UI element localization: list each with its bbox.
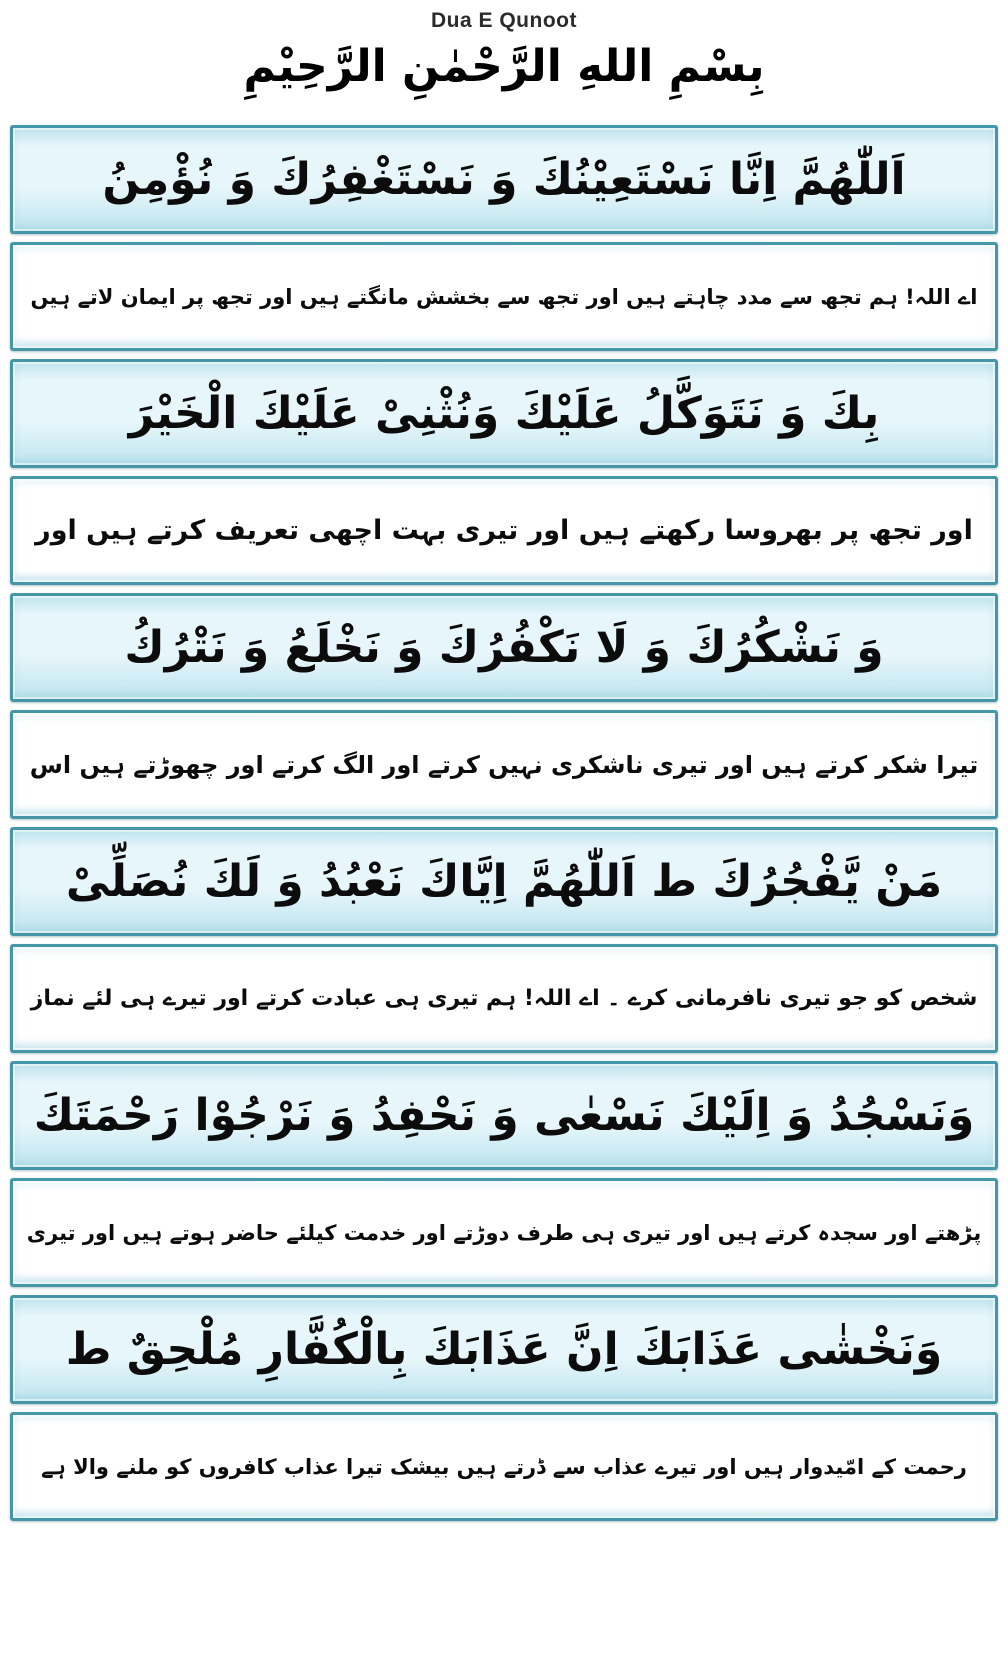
urdu-translation-row: پڑھتے اور سجدہ کرتے ہیں اور تیری ہی طرف دوڑتے اور خدمت کیلئے حاضر ہوتے ہیں اور تیری	[10, 1178, 998, 1287]
arabic-verse-row: وَنَسْجُدُ وَ اِلَيْكَ نَسْعٰى وَ نَحْفِدُ وَ نَرْجُوْا رَحْمَتَكَ	[10, 1061, 998, 1170]
arabic-verse-row: مَنْ يَّفْجُرُكَ ط اَللّٰهُمَّ اِيَّاكَ نَعْبُدُ وَ لَكَ نُصَلِّىْ	[10, 827, 998, 936]
arabic-verse-row: اَللّٰهُمَّ اِنَّا نَسْتَعِيْنُكَ وَ نَسْتَغْفِرُكَ وَ نُؤْمِنُ	[10, 125, 998, 234]
verse-rows	[0, 125, 1008, 1521]
arabic-verse-row: وَنَخْشٰى عَذَابَكَ اِنَّ عَذَابَكَ بِالْكُفَّارِ مُلْحِقٌ ط	[10, 1295, 998, 1404]
arabic-verse-row: بِكَ وَ نَتَوَكَّلُ عَلَيْكَ وَنُثْنِىْ عَلَيْكَ الْخَيْرَ	[10, 359, 998, 468]
page-title: Dua E Qunoot	[431, 9, 577, 32]
urdu-translation-row: اور تجھ پر بھروسا رکھتے ہیں اور تیری بہت اچھی تعریف کرتے ہیں اور	[10, 476, 998, 585]
urdu-translation-row: تیرا شکر کرتے ہیں اور تیری ناشکری نہیں کرتے اور الگ کرتے اور چھوڑتے ہیں اس	[10, 710, 998, 819]
urdu-translation-row: رحمت کے امّیدوار ہیں اور تیرے عذاب سے ڈرتے ہیں بیشک تیرا عذاب کافروں کو ملنے والا ہے	[10, 1412, 998, 1521]
urdu-translation-row: شخص کو جو تیری نافرمانی کرے ۔ اے اللہ! ہم تیری ہی عبادت کرتے اور تیرے ہی لئے نماز	[10, 944, 998, 1053]
bismillah-calligraphy: بِسْمِ اللهِ الرَّحْمٰنِ الرَّحِيْمِ	[243, 41, 765, 92]
urdu-translation-row: اے اللہ! ہم تجھ سے مدد چاہتے ہیں اور تجھ سے بخشش مانگتے ہیں اور تجھ پر ایمان لاتے ہیں	[10, 242, 998, 351]
arabic-verse-row: وَ نَشْكُرُكَ وَ لَا نَكْفُرُكَ وَ نَخْلَعُ وَ نَتْرُكُ	[10, 593, 998, 702]
